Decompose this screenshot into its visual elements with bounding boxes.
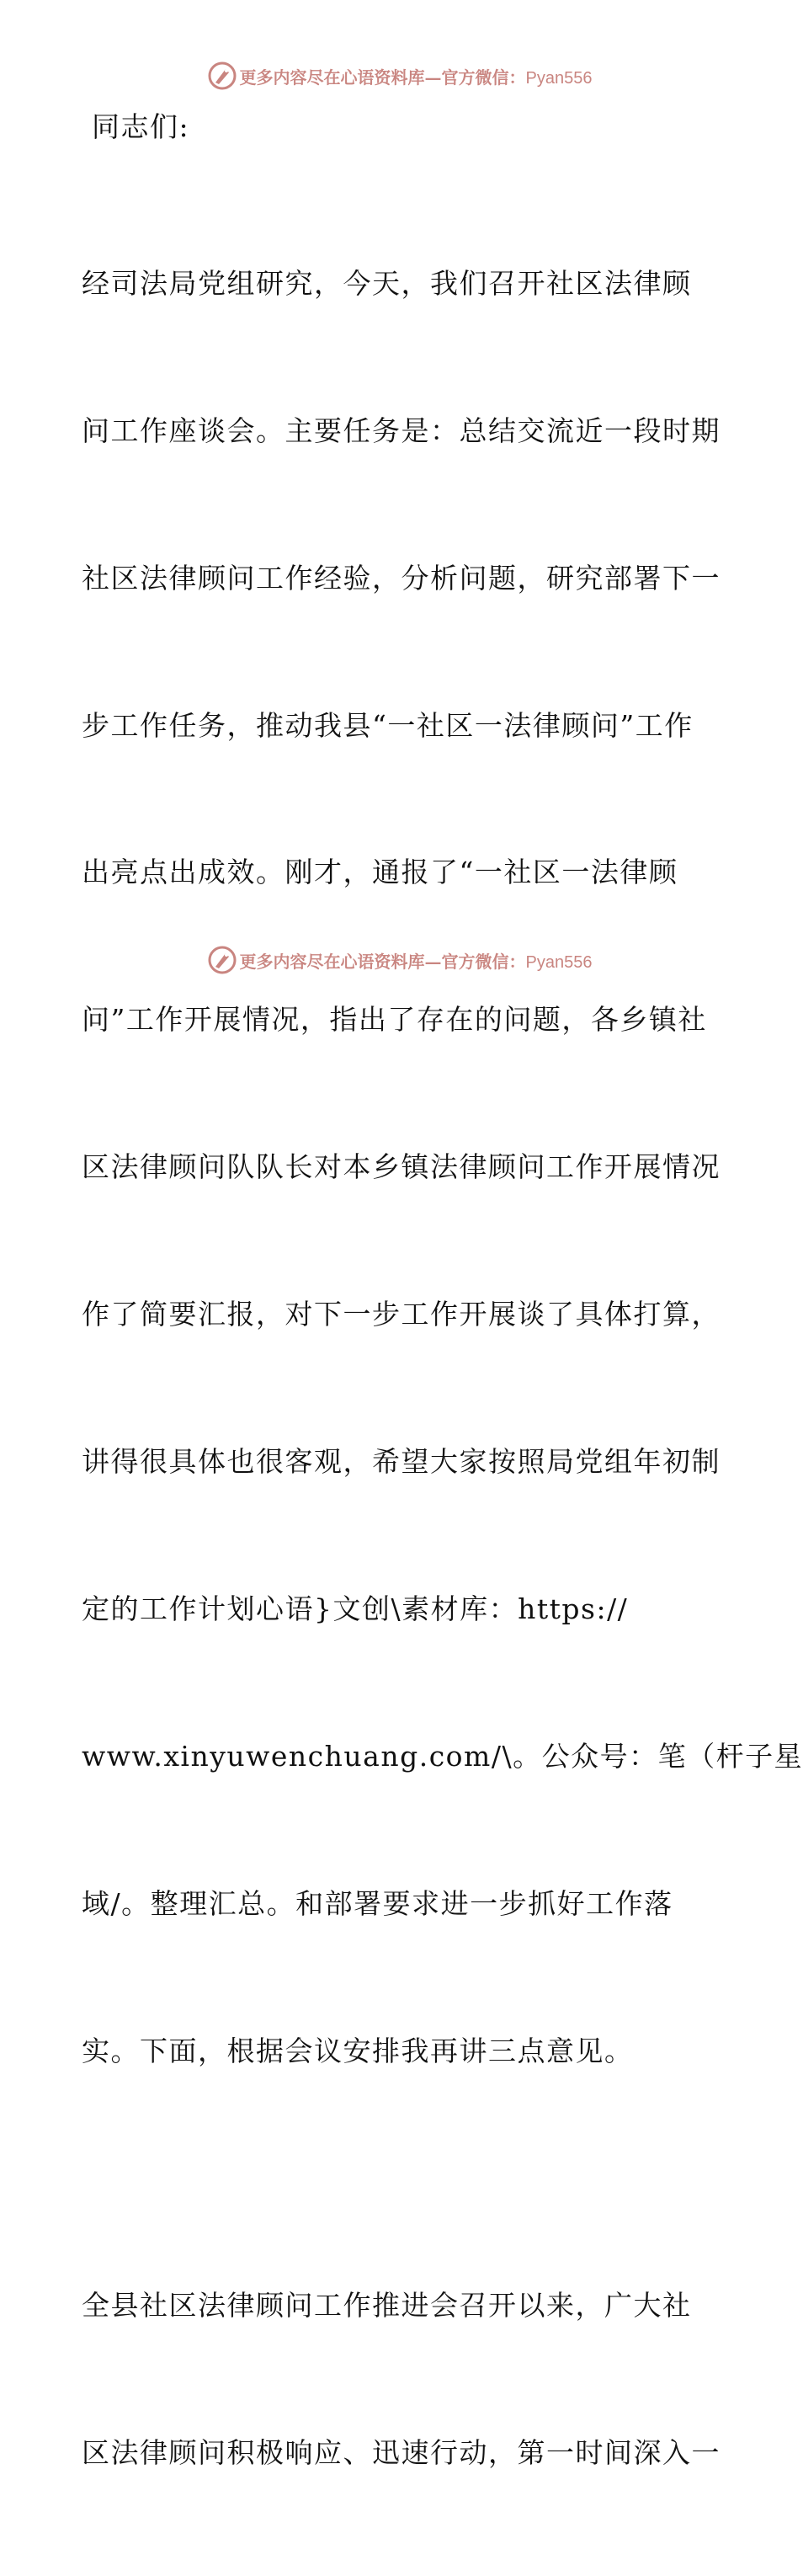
- paragraph-1-line: 问”工作开展情况，指出了存在的问题，各乡镇社: [82, 1003, 707, 1037]
- banner-wechat-id: Pyan556: [525, 68, 593, 88]
- paragraph-1-line: www.xinyuwenchuang.com/\。公众号：笔（杆子星: [82, 1739, 803, 1773]
- paragraph-2-line: 全县社区法律顾问工作推进会召开以来，广大社: [82, 2289, 692, 2323]
- paragraph-1-line: 区法律顾问队队长对本乡镇法律顾问工作开展情况: [82, 1150, 721, 1184]
- paragraph-1-line: 实。下面，根据会议安排我再讲三点意见。: [82, 2034, 634, 2067]
- paragraph-2: [82, 2183, 721, 2575]
- paragraph-1-line: 问工作座谈会。主要任务是：总结交流近一段时期: [82, 413, 721, 447]
- paragraph-1-line: 社区法律顾问工作经验，分析问题，研究部署下一: [82, 561, 721, 595]
- footer-watermark-banner: [0, 941, 800, 979]
- pen-nib-logo-icon: [208, 946, 237, 974]
- paragraph-2-line: 区法律顾问积极响应、迅速行动，第一时间深入一: [82, 2435, 721, 2469]
- header-watermark-banner: [0, 57, 800, 94]
- banner-text: 更多内容尽在心语资料库—官方微信：Pyan556: [239, 67, 593, 88]
- pen-nib-logo-icon: [208, 61, 237, 90]
- paragraph-1-line: 域/。整理汇总。和部署要求进一步抓好工作落: [82, 1886, 673, 1920]
- banner-wechat-id: Pyan556: [525, 952, 593, 972]
- paragraph-1-line: 经司法局党组研究，今天，我们召开社区法律顾: [82, 266, 692, 300]
- paragraph-1-line: 步工作任务，推动我县“一社区一法律顾问”工作: [82, 708, 694, 742]
- paragraph-1-line: 出亮点出成效。刚才，通报了“一社区一法律顾: [82, 856, 678, 889]
- banner-text: 更多内容尽在心语资料库—官方微信：Pyan556: [239, 951, 593, 972]
- salutation: 同志们:: [92, 110, 190, 143]
- paragraph-1: [82, 161, 803, 2173]
- paragraph-1-line: 作了简要汇报，对下一步工作开展谈了具体打算，: [82, 1298, 721, 1331]
- paragraph-1-line: 讲得很具体也很客观，希望大家按照局党组年初制: [82, 1445, 721, 1479]
- document-body: [82, 103, 803, 2576]
- paragraph-1-line: 定的工作计划心语}文创\素材库：https://: [82, 1592, 629, 1625]
